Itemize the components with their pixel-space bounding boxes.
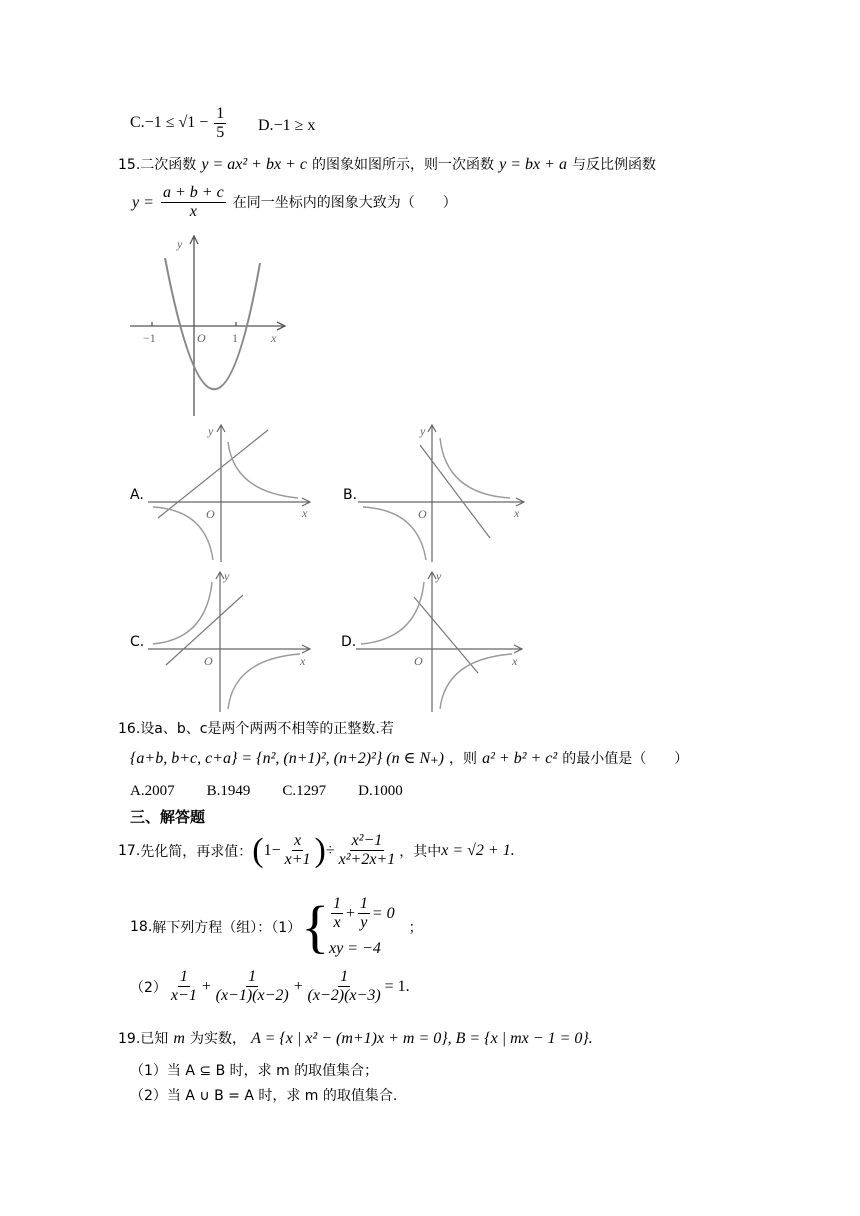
svg-text:O: O [206, 507, 215, 521]
svg-text:y: y [436, 569, 442, 583]
svg-text:y: y [177, 237, 183, 251]
q19-part1: （1）当 A ⊆ B 时，求 m 的取值集合； [130, 1063, 379, 1079]
svg-text:y: y [208, 424, 214, 438]
q15-option-b-graph [358, 420, 528, 565]
svg-text:O: O [418, 507, 427, 521]
svg-text:x: x [512, 654, 518, 668]
q15-option-a-label: A. [130, 487, 144, 503]
q15-option-d-graph [356, 567, 526, 715]
svg-text:y: y [420, 424, 426, 438]
q16-choice-b: B.1949 [206, 783, 251, 799]
q16-choice-d: D.1000 [358, 783, 403, 799]
q16-choice-a: A.2007 [130, 783, 175, 799]
q15-stem-line2: y = $\frac{a + b + c}{x}$ 在同一坐标内的图象大致为（ ） [132, 184, 457, 220]
section-heading: 三、解答题 [130, 808, 206, 826]
q15-parabola-graph [125, 228, 295, 418]
svg-text:y: y [224, 569, 230, 583]
q18-system: $\frac{1}{x}$ + $\frac{1}{y}$ = 0 xy = −4 [329, 895, 395, 957]
hyperbola-branch-2 [363, 507, 426, 560]
svg-text:O: O [204, 654, 213, 668]
q16-choice-c: C.1297 [282, 783, 327, 799]
hyperbola-branch-1 [228, 442, 298, 498]
q19-part2: （2）当 A ∪ B = A 时，求 m 的取值集合. [130, 1088, 398, 1104]
q17-expression: ( 1− $\frac{x}{x+1}$ ) ÷ $\frac{\text{x²−1}}{\text{x²+2x+1}}$ [252, 831, 396, 869]
line-graph [414, 597, 478, 673]
hyperbola-branch-2 [228, 654, 300, 709]
svg-text:x: x [271, 331, 277, 345]
q15-option-b-label: B. [343, 487, 358, 503]
q14-option-c: C.−1 ≤ √1 − $\frac{1}{5}$ [130, 105, 225, 141]
svg-text:x: x [300, 654, 306, 668]
svg-text:1: 1 [232, 331, 238, 345]
q15-option-d-label: D. [341, 634, 357, 650]
svg-text:x: x [514, 506, 520, 520]
q18-equation: $\frac{1}{x-1}$ + $\frac{1}{(x-1)(x-2)}$ + $\frac{1}{(x-2)(x-3)}$ [170, 968, 381, 1004]
q15-stem-line1: 15.二次函数 y = ax² + bx + c 的图象如图所示，则一次函数 y = bx + a 与反比例函数 [118, 156, 657, 173]
q17-line: 17. 先化简，再求值： ( 1− $\frac{x}{x+1}$ ) ÷ $\frac{\text{x²−1}}{\text{x²+2x+1}}$ ，其中 x = √2 + 1. [118, 831, 515, 869]
q14-option-d: D.−1 ≥ x [258, 117, 316, 134]
q16-stem-line1: 16.设a、b、c是两个两两不相等的正整数.若 [118, 721, 394, 737]
q18-part2: （2） $\frac{1}{x-1}$ + $\frac{1}{(x-1)(x-2)}$ + $\frac{1}{(x-2)(x-3)}$ = 1. [130, 968, 410, 1004]
svg-text:x: x [302, 506, 308, 520]
hyperbola-branch-1 [153, 582, 212, 644]
q16-stem-line2: {a+b, b+c, c+a} = {n², (n+1)², (n+2)²} (n ∈ N₊) ，则 a² + b² + c² 的最小值是（ ） [130, 750, 689, 767]
q15-option-c-graph [148, 567, 318, 715]
q15-option-c-label: C. [130, 634, 145, 650]
svg-text:−1: −1 [143, 331, 156, 345]
svg-text:O: O [197, 331, 206, 345]
q15-option-a-graph [148, 420, 318, 565]
line-graph [158, 430, 268, 518]
q16-choices [130, 783, 403, 800]
q18-part1: 18. 解下列方程（组）：（1） { $\frac{1}{x}$ + $\frac{1}{y}$ = 0 xy = −4 ； [130, 893, 423, 959]
svg-text:O: O [414, 654, 423, 668]
hyperbola-branch-1 [440, 438, 510, 498]
hyperbola-branch-2 [440, 654, 512, 709]
hyperbola-branch-1 [361, 582, 424, 644]
parabola-curve [165, 258, 260, 389]
q19-stem: 19.已知 m 为实数， A = {x | x² − (m+1)x + m = 0}, B = {x | mx − 1 = 0}. [118, 1030, 593, 1047]
